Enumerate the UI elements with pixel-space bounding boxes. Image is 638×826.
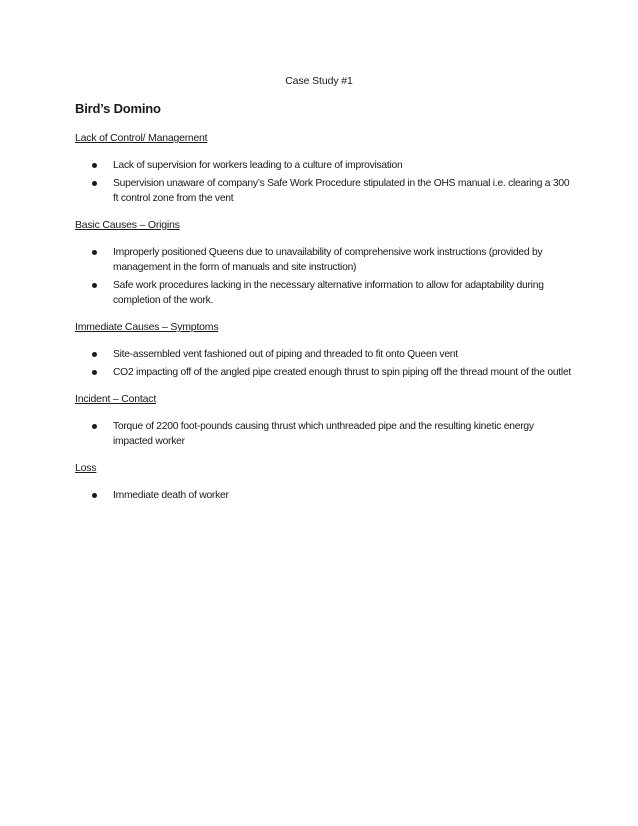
bullet-list (75, 347, 575, 380)
bullet-list (75, 488, 575, 503)
list-item-text: Supervision unaware of company’s Safe Work Procedure stipulated in the OHS manual i.e. clearing a 300 ft control zone from the vent (113, 178, 570, 204)
list-item-text: Safe work procedures lacking in the necessary alternative information to allow for adaptability during completion of the work. (113, 280, 544, 306)
list-item (75, 365, 575, 380)
list-item (75, 176, 575, 206)
list-item-text: Lack of supervision for workers leading to a culture of improvisation (113, 160, 403, 171)
document-content (75, 131, 575, 515)
section-heading-lack-of-control: Lack of Control/ Management (75, 132, 208, 144)
section-heading-basic-causes: Basic Causes – Origins (75, 219, 180, 231)
list-item-text: Improperly positioned Queens due to unavailability of comprehensive work instructions (provided by management in the form of manuals and site instruction) (113, 247, 543, 273)
list-item (75, 488, 575, 503)
section-heading-immediate-causes: Immediate Causes – Symptoms (75, 321, 219, 333)
bullet-list (75, 245, 575, 308)
list-item (75, 278, 575, 308)
bullet-icon (92, 424, 97, 429)
bullet-list (75, 158, 575, 206)
bullet-icon (92, 181, 97, 186)
bullet-icon (92, 163, 97, 168)
section-heading-loss: Loss (75, 462, 97, 474)
list-item-text: Site-assembled vent fashioned out of piping and threaded to fit onto Queen vent (113, 349, 458, 360)
bullet-icon (92, 493, 97, 498)
list-item-text: Torque of 2200 foot-pounds causing thrust which unthreaded pipe and the resulting kinetic energy impacted worker (113, 421, 534, 447)
list-item (75, 347, 575, 362)
main-heading: Bird’s Domino (75, 101, 161, 116)
bullet-list (75, 419, 575, 449)
document-title: Case Study #1 (285, 75, 353, 87)
bullet-icon (92, 250, 97, 255)
section-heading-incident: Incident – Contact (75, 393, 157, 405)
list-item (75, 158, 575, 173)
list-item-text: Immediate death of worker (113, 490, 229, 501)
bullet-icon (92, 283, 97, 288)
bullet-icon (92, 370, 97, 375)
bullet-icon (92, 352, 97, 357)
list-item-text: CO2 impacting off of the angled pipe created enough thrust to spin piping off the thread mount of the outlet (113, 367, 572, 378)
list-item (75, 419, 575, 449)
list-item (75, 245, 575, 275)
